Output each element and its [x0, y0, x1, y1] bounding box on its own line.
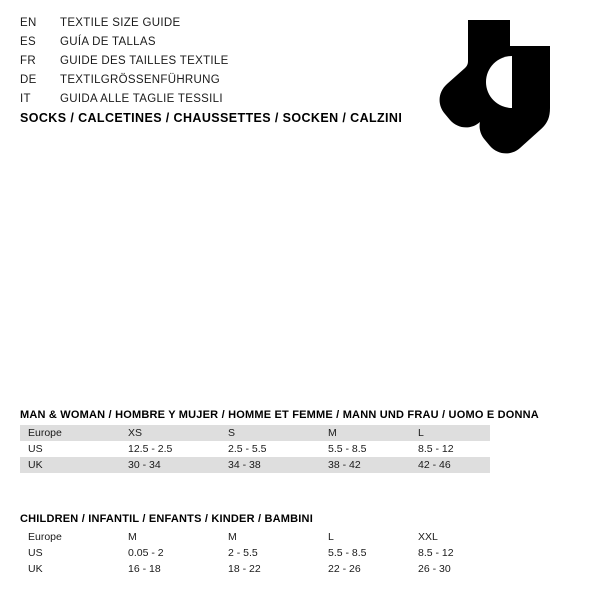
table-cell: UK [20, 457, 120, 473]
table-cell: 42 - 46 [410, 457, 490, 473]
table-cell: L [320, 529, 410, 545]
table-cell: Europe [20, 425, 120, 441]
adults-size-section [20, 409, 580, 473]
table-cell: L [410, 425, 490, 441]
table-cell: 2 - 5.5 [220, 545, 320, 561]
children-size-section [20, 513, 580, 577]
table-cell: Europe [20, 529, 120, 545]
table-cell: 22 - 26 [320, 561, 410, 577]
table-cell: 0.05 - 2 [120, 545, 220, 561]
language-text: GUIDA ALLE TAGLIE TESSILI [60, 93, 223, 105]
language-code: ES [20, 36, 36, 48]
table-cell: 8.5 - 12 [410, 441, 490, 457]
language-text: TEXTILGRÖSSENFÜHRUNG [60, 74, 220, 86]
table-cell: 8.5 - 12 [410, 545, 490, 561]
language-row [20, 93, 400, 112]
adults-size-table [20, 425, 490, 473]
table-cell: XXL [410, 529, 490, 545]
adults-table-caption: MAN & WOMAN / HOMBRE Y MUJER / HOMME ET FEMME / MANN UND FRAU / UOMO E DONNA [20, 409, 539, 421]
language-code: EN [20, 17, 37, 29]
language-code: FR [20, 55, 36, 67]
table-row [20, 561, 490, 577]
table-row [20, 457, 490, 473]
language-row [20, 17, 400, 36]
language-text: GUIDE DES TAILLES TEXTILE [60, 55, 229, 67]
table-cell: 26 - 30 [410, 561, 490, 577]
table-cell: M [320, 425, 410, 441]
table-cell: M [120, 529, 220, 545]
language-code: IT [20, 93, 31, 105]
table-cell: US [20, 441, 120, 457]
table-cell: XS [120, 425, 220, 441]
table-cell: 2.5 - 5.5 [220, 441, 320, 457]
table-cell: UK [20, 561, 120, 577]
table-row [20, 529, 490, 545]
table-cell: 12.5 - 2.5 [120, 441, 220, 457]
language-list [20, 17, 400, 112]
page-title: SOCKS / CALCETINES / CHAUSSETTES / SOCKEN / CALZINI [20, 111, 403, 125]
language-row [20, 55, 400, 74]
table-row [20, 441, 490, 457]
language-row [20, 74, 400, 93]
table-cell: S [220, 425, 320, 441]
table-cell: 38 - 42 [320, 457, 410, 473]
table-cell: 5.5 - 8.5 [320, 441, 410, 457]
table-cell: 34 - 38 [220, 457, 320, 473]
language-row [20, 36, 400, 55]
table-cell: US [20, 545, 120, 561]
table-row [20, 545, 490, 561]
socks-illustration [400, 18, 580, 168]
table-cell: 16 - 18 [120, 561, 220, 577]
table-cell: M [220, 529, 320, 545]
children-size-table [20, 529, 490, 577]
language-code: DE [20, 74, 37, 86]
language-text: GUÍA DE TALLAS [60, 36, 156, 48]
children-table-caption: CHILDREN / INFANTIL / ENFANTS / KINDER / BAMBINI [20, 513, 313, 525]
table-row [20, 425, 490, 441]
language-text: TEXTILE SIZE GUIDE [60, 17, 181, 29]
table-cell: 18 - 22 [220, 561, 320, 577]
table-cell: 5.5 - 8.5 [320, 545, 410, 561]
table-cell: 30 - 34 [120, 457, 220, 473]
